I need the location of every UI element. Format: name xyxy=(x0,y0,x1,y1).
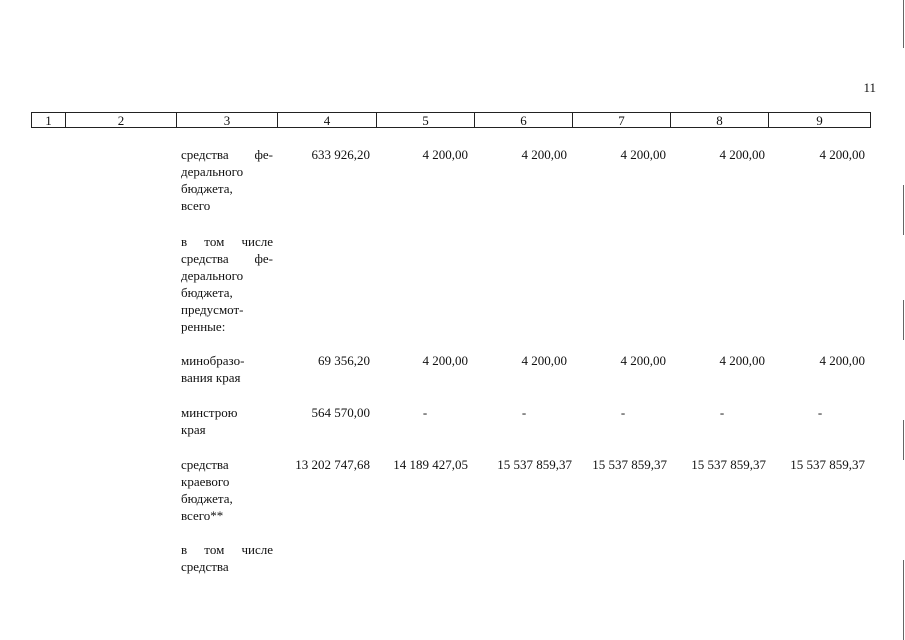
scan-edge-mark xyxy=(903,420,904,460)
row-label-line: края xyxy=(181,422,206,437)
row-label-line: дерального xyxy=(181,164,244,179)
cell-col-8: 4 200,00 xyxy=(719,147,765,162)
scan-edge-mark xyxy=(903,0,904,48)
row-label-line: ренные: xyxy=(181,319,226,334)
cell-col-9: - xyxy=(817,405,823,420)
row-label xyxy=(181,456,273,524)
header-col-8: 8 xyxy=(671,113,769,127)
header-col-7: 7 xyxy=(573,113,671,127)
cell-col-7: - xyxy=(620,405,626,420)
cell-col-7: 4 200,00 xyxy=(620,147,666,162)
page-number: 11 xyxy=(863,80,876,95)
row-label-line: средства фе- xyxy=(181,251,273,266)
row-label-line: предусмот- xyxy=(181,302,244,317)
cell-col-6: - xyxy=(521,405,527,420)
row-label xyxy=(181,352,273,386)
cell-col-8: 4 200,00 xyxy=(719,353,765,368)
cell-col-6: 4 200,00 xyxy=(521,353,567,368)
row-label-line: средства фе- xyxy=(181,147,273,162)
header-col-2: 2 xyxy=(66,113,177,127)
row-label-line: вания края xyxy=(181,370,241,385)
cell-col-9: 15 537 859,37 xyxy=(790,457,865,472)
header-col-1: 1 xyxy=(32,113,66,127)
row-label-line: бюджета, xyxy=(181,181,233,196)
row-label xyxy=(181,404,273,438)
row-label-line: средства xyxy=(181,457,229,472)
cell-col-5: - xyxy=(422,405,428,420)
row-label-line: средства xyxy=(181,559,229,574)
header-col-4: 4 xyxy=(278,113,377,127)
cell-col-4: 633 926,20 xyxy=(311,147,370,162)
header-col-5: 5 xyxy=(377,113,475,127)
row-label xyxy=(181,541,273,575)
cell-col-5: 4 200,00 xyxy=(422,147,468,162)
scan-edge-mark xyxy=(903,560,904,640)
header-col-6: 6 xyxy=(475,113,573,127)
row-label xyxy=(181,146,273,214)
cell-col-7: 15 537 859,37 xyxy=(592,457,667,472)
row-label-line: дерального xyxy=(181,268,244,283)
cell-col-4: 564 570,00 xyxy=(311,405,370,420)
cell-col-9: 4 200,00 xyxy=(819,353,865,368)
cell-col-4: 69 356,20 xyxy=(318,353,370,368)
row-label-line: в том числе xyxy=(181,542,273,557)
cell-col-7: 4 200,00 xyxy=(620,353,666,368)
header-col-9: 9 xyxy=(816,113,823,128)
row-label-line: бюджета, xyxy=(181,285,233,300)
row-label-line: в том числе xyxy=(181,234,273,249)
cell-col-5: 4 200,00 xyxy=(422,353,468,368)
header-col-3: 3 xyxy=(177,113,278,127)
column-number-header xyxy=(31,112,871,128)
row-label-line: краевого xyxy=(181,474,230,489)
row-label-line: бюджета, xyxy=(181,491,233,506)
cell-col-6: 15 537 859,37 xyxy=(497,457,572,472)
scan-edge-mark xyxy=(903,300,904,340)
scan-edge-mark xyxy=(903,185,904,235)
cell-col-5: 14 189 427,05 xyxy=(393,457,468,472)
row-label xyxy=(181,233,273,335)
cell-col-9: 4 200,00 xyxy=(819,147,865,162)
row-label-line: всего** xyxy=(181,508,224,523)
row-label-line: минобразо- xyxy=(181,353,245,368)
row-label-line: минстрою xyxy=(181,405,238,420)
cell-col-4: 13 202 747,68 xyxy=(295,457,370,472)
cell-col-8: - xyxy=(719,405,725,420)
cell-col-6: 4 200,00 xyxy=(521,147,567,162)
cell-col-8: 15 537 859,37 xyxy=(691,457,766,472)
row-label-line: всего xyxy=(181,198,211,213)
